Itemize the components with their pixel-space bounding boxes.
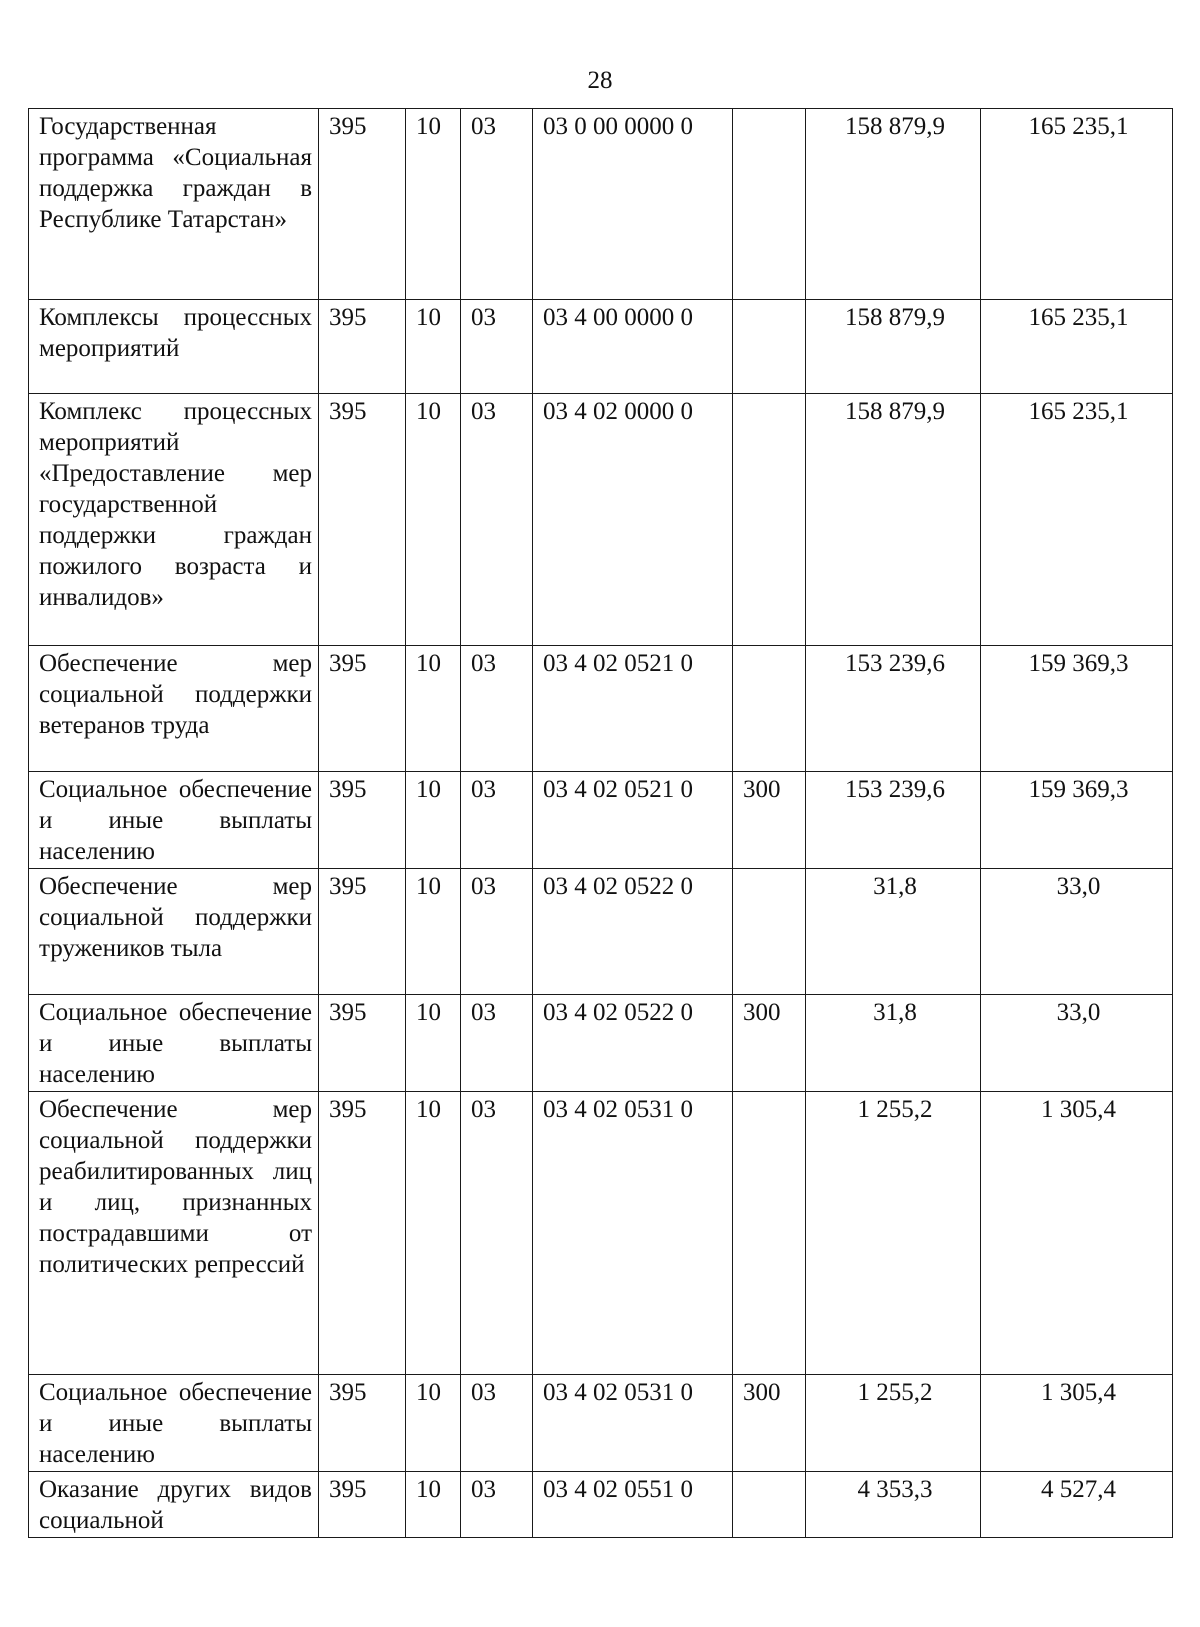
expense-type-code	[733, 646, 806, 772]
subsection-code: 03	[461, 1472, 533, 1538]
row-name: Социальное обеспечение и иные выплаты населению	[29, 995, 319, 1092]
target-article-code: 03 4 02 0531 0	[533, 1092, 733, 1375]
amount-year-2: 159 369,3	[981, 772, 1173, 869]
amount-year-2: 159 369,3	[981, 646, 1173, 772]
expense-type-code	[733, 1472, 806, 1538]
table-row	[29, 995, 1173, 1092]
ministry-code: 395	[319, 109, 406, 300]
amount-year-1: 153 239,6	[806, 646, 981, 772]
subsection-code: 03	[461, 394, 533, 646]
amount-year-1: 31,8	[806, 995, 981, 1092]
table-row	[29, 772, 1173, 869]
target-article-code: 03 4 02 0521 0	[533, 646, 733, 772]
subsection-code: 03	[461, 646, 533, 772]
ministry-code: 395	[319, 646, 406, 772]
expense-type-code	[733, 109, 806, 300]
amount-year-2: 4 527,4	[981, 1472, 1173, 1538]
ministry-code: 395	[319, 394, 406, 646]
amount-year-2: 165 235,1	[981, 300, 1173, 394]
section-code: 10	[406, 300, 461, 394]
row-name: Комплекс процессных мероприятий «Предоставление мер государственной поддержки граждан пожилого возраста и инвалидов»	[29, 394, 319, 646]
table-row	[29, 1472, 1173, 1538]
target-article-code: 03 4 02 0521 0	[533, 772, 733, 869]
table-row	[29, 1092, 1173, 1375]
ministry-code: 395	[319, 1472, 406, 1538]
section-code: 10	[406, 646, 461, 772]
target-article-code: 03 4 00 0000 0	[533, 300, 733, 394]
amount-year-1: 158 879,9	[806, 394, 981, 646]
ministry-code: 395	[319, 1375, 406, 1472]
target-article-code: 03 4 02 0522 0	[533, 995, 733, 1092]
row-name: Социальное обеспечение и иные выплаты населению	[29, 1375, 319, 1472]
subsection-code: 03	[461, 109, 533, 300]
table-row	[29, 109, 1173, 300]
row-name: Комплексы процессных мероприятий	[29, 300, 319, 394]
amount-year-1: 158 879,9	[806, 300, 981, 394]
expense-type-code: 300	[733, 995, 806, 1092]
expense-type-code: 300	[733, 772, 806, 869]
target-article-code: 03 4 02 0000 0	[533, 394, 733, 646]
row-name: Обеспечение мер социальной поддержки ветеранов труда	[29, 646, 319, 772]
table-row	[29, 646, 1173, 772]
target-article-code: 03 4 02 0551 0	[533, 1472, 733, 1538]
table-row	[29, 394, 1173, 646]
amount-year-1: 1 255,2	[806, 1375, 981, 1472]
amount-year-2: 165 235,1	[981, 109, 1173, 300]
table-row	[29, 869, 1173, 995]
expense-type-code	[733, 869, 806, 995]
subsection-code: 03	[461, 772, 533, 869]
row-name: Социальное обеспечение и иные выплаты населению	[29, 772, 319, 869]
row-name: Обеспечение мер социальной поддержки реабилитированных лиц и лиц, признанных пострадавшими от политических репрессий	[29, 1092, 319, 1375]
subsection-code: 03	[461, 1092, 533, 1375]
table-row	[29, 300, 1173, 394]
amount-year-1: 153 239,6	[806, 772, 981, 869]
amount-year-2: 33,0	[981, 869, 1173, 995]
target-article-code: 03 4 02 0522 0	[533, 869, 733, 995]
subsection-code: 03	[461, 300, 533, 394]
target-article-code: 03 4 02 0531 0	[533, 1375, 733, 1472]
amount-year-1: 1 255,2	[806, 1092, 981, 1375]
section-code: 10	[406, 869, 461, 995]
section-code: 10	[406, 1375, 461, 1472]
amount-year-1: 158 879,9	[806, 109, 981, 300]
expense-type-code	[733, 300, 806, 394]
section-code: 10	[406, 109, 461, 300]
section-code: 10	[406, 1472, 461, 1538]
ministry-code: 395	[319, 772, 406, 869]
subsection-code: 03	[461, 995, 533, 1092]
amount-year-1: 31,8	[806, 869, 981, 995]
budget-table	[28, 108, 1173, 1538]
table-row	[29, 1375, 1173, 1472]
subsection-code: 03	[461, 1375, 533, 1472]
section-code: 10	[406, 1092, 461, 1375]
ministry-code: 395	[319, 300, 406, 394]
expense-type-code	[733, 394, 806, 646]
row-name: Оказание других видов социальной	[29, 1472, 319, 1538]
expense-type-code	[733, 1092, 806, 1375]
ministry-code: 395	[319, 869, 406, 995]
section-code: 10	[406, 394, 461, 646]
row-name: Государственная программа «Социальная поддержка граждан в Республике Татарстан»	[29, 109, 319, 300]
target-article-code: 03 0 00 0000 0	[533, 109, 733, 300]
ministry-code: 395	[319, 995, 406, 1092]
amount-year-2: 1 305,4	[981, 1092, 1173, 1375]
row-name: Обеспечение мер социальной поддержки тружеников тыла	[29, 869, 319, 995]
expense-type-code: 300	[733, 1375, 806, 1472]
section-code: 10	[406, 772, 461, 869]
section-code: 10	[406, 995, 461, 1092]
amount-year-2: 165 235,1	[981, 394, 1173, 646]
amount-year-1: 4 353,3	[806, 1472, 981, 1538]
ministry-code: 395	[319, 1092, 406, 1375]
subsection-code: 03	[461, 869, 533, 995]
page-number: 28	[587, 67, 613, 94]
amount-year-2: 33,0	[981, 995, 1173, 1092]
amount-year-2: 1 305,4	[981, 1375, 1173, 1472]
